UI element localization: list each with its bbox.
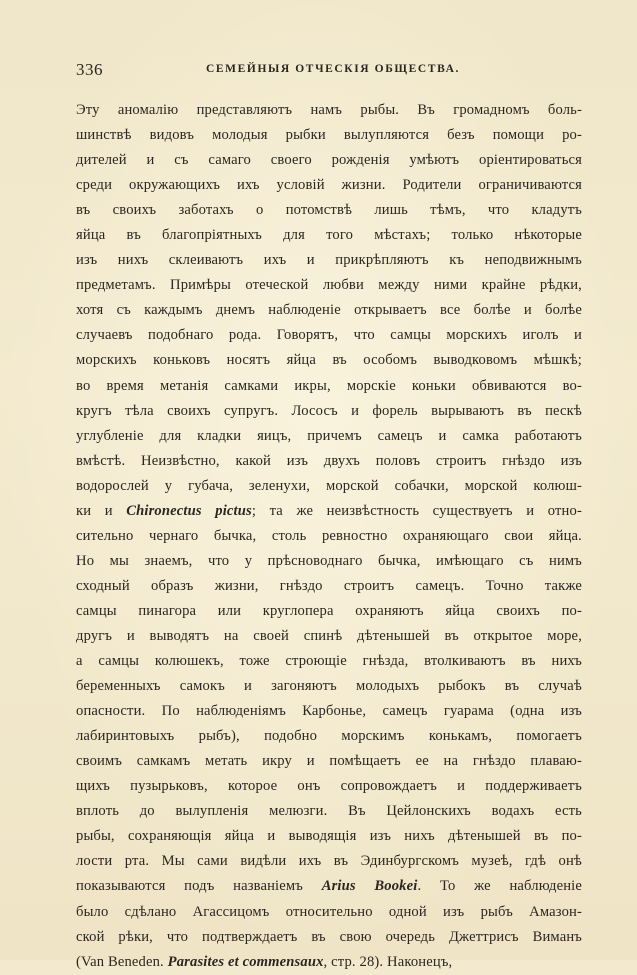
running-title: СЕМЕЙНЫЯ ОТЧЕСКІЯ ОБЩЕСТВА. — [206, 63, 461, 75]
text-line: во время метанія самками икры, морскіе коньки обвиваются во- — [76, 377, 582, 394]
text-line: хотя съ каждымъ днемъ наблюденіе открываетъ все болѣе и болѣе — [76, 302, 582, 319]
text-line: рыбы, сохраняющія яйца и выводящія изъ нихъ дѣтенышей въ по- — [76, 828, 582, 845]
text-line: морскихъ коньковъ носятъ яйца въ особомъ выводковомъ мѣшкѣ; — [76, 352, 582, 369]
text-line: самцы пинагора или круглопера охраняютъ яйца своихъ по- — [76, 602, 582, 619]
text-line: было сдѣлано Агассицомъ относительно одной изъ рыбъ Амазон- — [76, 903, 582, 920]
text-line: Но мы знаемъ, что у прѣсноводнаго бычка, имѣющаго съ нимъ — [76, 552, 582, 569]
page-number: 336 — [76, 60, 103, 79]
text-line: Эту аномалію представляютъ намъ рыбы. Въ громадномъ боль- — [76, 102, 582, 118]
text-run: . То же наблюденіе — [417, 878, 582, 895]
text-line: случаевъ подобнаго рода. Говорятъ, что самцы морскихъ иголъ и — [76, 327, 582, 344]
text-line: вплоть до вылупленія мелюзги. Въ Цейлонскихъ водахъ есть — [76, 803, 582, 820]
text-run: ки и — [76, 502, 127, 519]
text-run: , стр. 28). Наконецъ, — [323, 953, 453, 970]
text-line: шинствѣ видовъ молодыя рыбки вылупляются безъ помощи ро- — [76, 127, 582, 144]
text-line: водорослей у губача, зеленухи, морской собачки, морской колюш- — [76, 477, 582, 494]
text-line: вмѣстѣ. Неизвѣстно, какой изъ двухъ половъ строитъ гнѣздо изъ — [76, 452, 582, 469]
text-line: другъ и выводятъ на своей спинѣ дѣтенышей въ открытое море, — [76, 627, 582, 644]
text-line: предметамъ. Примѣры отеческой любви между ними крайне рѣдки, — [76, 277, 582, 294]
text-line: щихъ пузырьковъ, которое онъ сопровождаетъ и поддерживаетъ — [76, 778, 582, 795]
text-line: беременныхъ самокъ и загоняютъ молодыхъ рыбокъ въ случаѣ — [76, 678, 582, 695]
text-line: среди окружающихъ ихъ условій жизни. Родители ограничиваются — [76, 177, 582, 194]
text-line: кругъ тѣла своихъ супругъ. Лососъ и форель вырываютъ въ пескѣ — [76, 402, 582, 419]
text-line-citation — [76, 950, 582, 975]
text-line: изъ нихъ склеиваютъ ихъ и прикрѣпляютъ къ неподвижнымъ — [76, 252, 582, 269]
page-header — [76, 60, 582, 84]
text-line: углубленіе для кладки яицъ, причемъ самецъ и самка работаютъ — [76, 427, 582, 444]
text-line: дителей и съ самаго своего рожденія умѣютъ оріентироваться — [76, 152, 582, 169]
text-line: сходный образъ жизни, гнѣздо строитъ самецъ. Точно также — [76, 577, 582, 594]
text-run: (Van Beneden. — [76, 953, 168, 970]
text-line: ской рѣки, что подтверждаетъ въ свою очередь Джеттрисъ Виманъ — [76, 928, 582, 945]
text-line-with-latin-name — [76, 499, 582, 524]
text-line: яйца въ благопріятныхъ для того мѣстахъ; только нѣкоторые — [76, 227, 582, 244]
text-run: показываются подъ названіемъ — [76, 878, 322, 895]
text-line: опасности. По наблюденіямъ Карбонье, самецъ гуарама (одна изъ — [76, 703, 582, 720]
text-line-with-latin-name — [76, 874, 582, 899]
text-run: ; та же неизвѣстность существуетъ и отно- — [251, 502, 582, 519]
text-line: лабиринтовыхъ рыбъ), подобно морскимъ конькамъ, помогаетъ — [76, 728, 582, 745]
cited-work-title: Parasites et commensaux — [167, 953, 324, 970]
text-line: своимъ самкамъ метать икру и помѣщаетъ ее на гнѣздо плаваю- — [76, 753, 582, 770]
latin-species-name: Arius Bookei — [321, 878, 418, 895]
text-line: въ своихъ заботахъ о потомствѣ лишь тѣмъ, что кладутъ — [76, 202, 582, 219]
body-text — [76, 98, 582, 975]
latin-species-name: Chironectus pictus — [126, 502, 252, 519]
text-line: сительно чернаго бычка, столь ревностно охраняющаго свои яйца. — [76, 527, 582, 544]
text-line: лости рта. Мы сами видѣли ихъ въ Эдинбургскомъ музеѣ, гдѣ онѣ — [76, 853, 582, 870]
text-line: а самцы колюшекъ, тоже строющіе гнѣзда, втолкиваютъ въ нихъ — [76, 653, 582, 670]
